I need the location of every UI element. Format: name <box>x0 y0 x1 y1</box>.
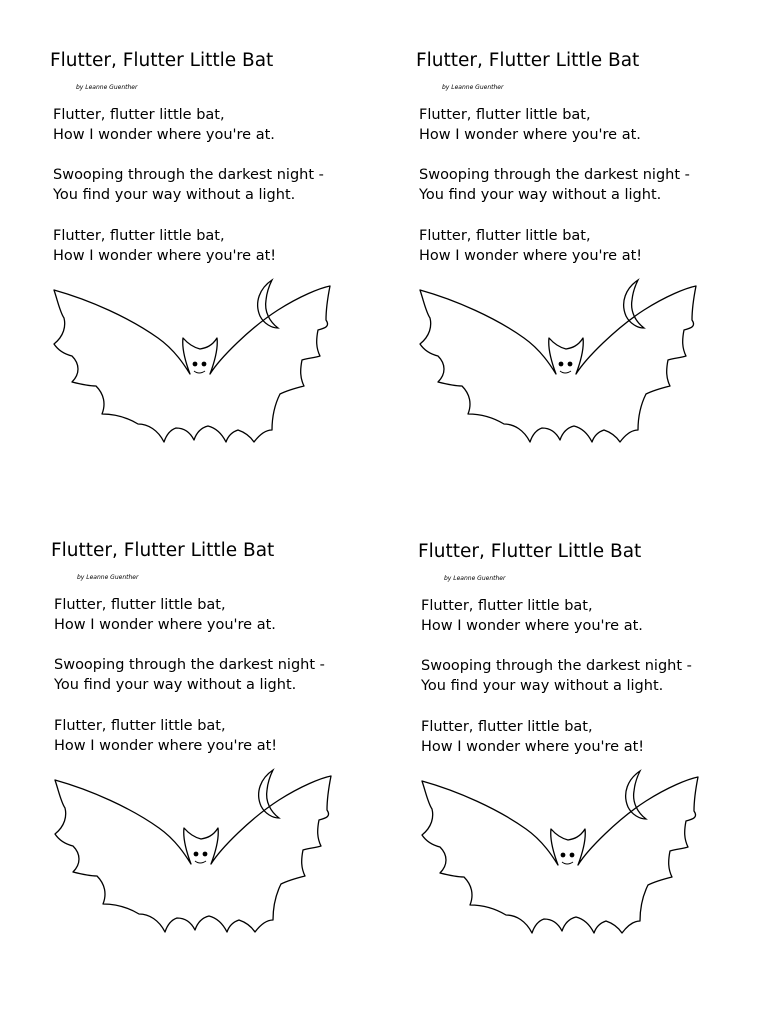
poem-card <box>51 540 391 980</box>
poem-byline: by Leanne Guenther <box>76 84 138 91</box>
poem-line: How I wonder where you're at. <box>421 618 643 634</box>
poem-line: How I wonder where you're at! <box>419 248 643 264</box>
poem-card <box>416 50 756 490</box>
poem-line: Flutter, flutter little bat, <box>54 597 226 613</box>
poem-card <box>50 50 390 490</box>
moon-icon <box>624 280 644 328</box>
poem-byline: by Leanne Guenther <box>77 574 139 581</box>
poem-line: How I wonder where you're at. <box>53 127 275 143</box>
poem-title: Flutter, Flutter Little Bat <box>418 541 642 562</box>
moon-icon <box>259 770 279 818</box>
bat-illustration <box>416 278 716 468</box>
bat-mouth <box>562 862 573 864</box>
poem-line: Flutter, flutter little bat, <box>53 228 225 244</box>
bat-eye <box>568 362 573 367</box>
poem-line: Swooping through the darkest night - <box>53 167 324 183</box>
poem-line: You find your way without a light. <box>421 678 664 694</box>
bat-illustration <box>51 768 351 958</box>
poem-byline: by Leanne Guenther <box>442 84 504 91</box>
bat-eye <box>561 853 566 858</box>
poem-card <box>418 541 758 981</box>
poem-line: Swooping through the darkest night - <box>421 658 692 674</box>
bat-eye <box>194 852 199 857</box>
bat-outline <box>55 776 331 932</box>
bat-eye <box>202 362 207 367</box>
poem-line: How I wonder where you're at. <box>419 127 641 143</box>
poem-line: Flutter, flutter little bat, <box>54 718 226 734</box>
bat-eye <box>203 852 208 857</box>
bat-outline <box>420 286 696 442</box>
poem-line: How I wonder where you're at! <box>53 248 277 264</box>
bat-outline <box>422 777 698 933</box>
bat-mouth <box>195 861 206 863</box>
poem-line: Flutter, flutter little bat, <box>419 228 591 244</box>
poem-line: You find your way without a light. <box>53 187 296 203</box>
poem-title: Flutter, Flutter Little Bat <box>50 50 274 71</box>
bat-outline <box>54 286 330 442</box>
poem-line: You find your way without a light. <box>419 187 662 203</box>
bat-illustration <box>418 769 718 959</box>
poem-line: Flutter, flutter little bat, <box>421 598 593 614</box>
moon-icon <box>626 771 646 819</box>
poem-title: Flutter, Flutter Little Bat <box>51 540 275 561</box>
bat-mouth <box>194 371 205 373</box>
poem-title: Flutter, Flutter Little Bat <box>416 50 640 71</box>
bat-eye <box>193 362 198 367</box>
moon-icon <box>258 280 278 328</box>
bat-eye <box>559 362 564 367</box>
bat-eye <box>570 853 575 858</box>
poem-line: How I wonder where you're at! <box>421 739 645 755</box>
poem-line: You find your way without a light. <box>54 677 297 693</box>
poem-byline: by Leanne Guenther <box>444 575 506 582</box>
poem-line: Swooping through the darkest night - <box>54 657 325 673</box>
poem-line: How I wonder where you're at! <box>54 738 278 754</box>
poem-line: Flutter, flutter little bat, <box>419 107 591 123</box>
poem-line: Flutter, flutter little bat, <box>53 107 225 123</box>
bat-mouth <box>560 371 571 373</box>
bat-illustration <box>50 278 350 468</box>
poem-line: Swooping through the darkest night - <box>419 167 690 183</box>
poem-line: How I wonder where you're at. <box>54 617 276 633</box>
poem-line: Flutter, flutter little bat, <box>421 719 593 735</box>
